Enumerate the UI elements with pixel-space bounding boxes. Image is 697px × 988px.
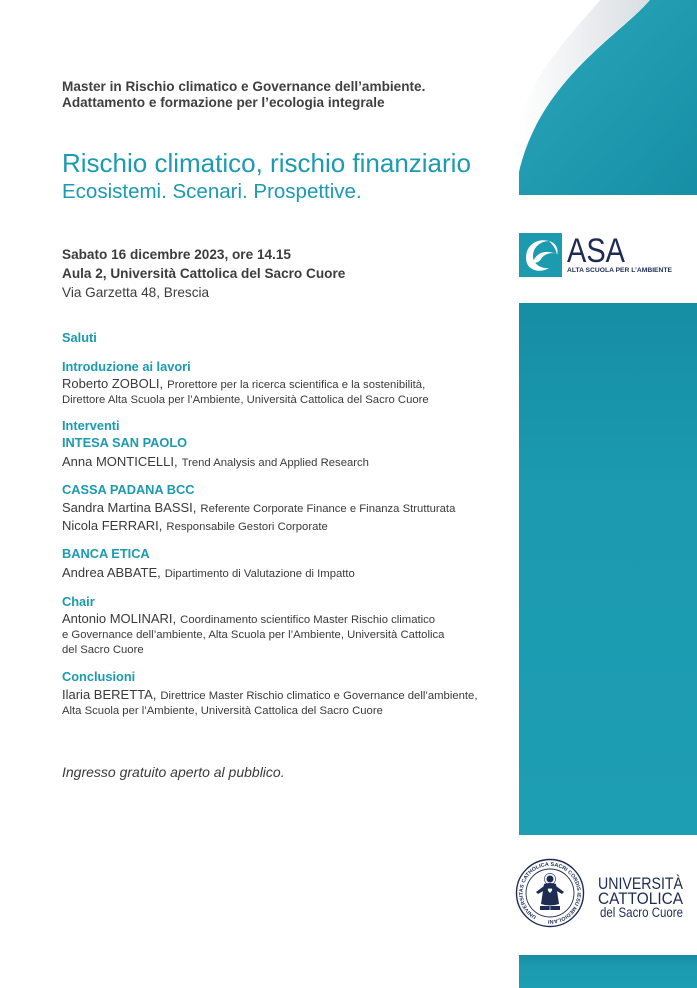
org-heading: INTESA SAN PAOLO bbox=[62, 435, 188, 450]
master-title-line1: Master in Rischio climatico e Governance dell’ambiente. bbox=[62, 79, 426, 94]
speaker-line bbox=[62, 499, 455, 518]
speaker-line bbox=[62, 564, 355, 583]
unicatt-line1: UNIVERSITÀ bbox=[598, 874, 684, 893]
free-entry-note: Ingresso gratuito aperto al pubblico. bbox=[62, 764, 285, 780]
event-details bbox=[62, 245, 345, 302]
saluti-heading: Saluti bbox=[62, 330, 97, 345]
side-band-bottom bbox=[519, 955, 697, 988]
speaker-name: Anna MONTICELLI, bbox=[62, 454, 178, 469]
speaker-name: Roberto ZOBOLI, bbox=[62, 376, 164, 391]
speaker-name: Sandra Martina BASSI, bbox=[62, 500, 197, 515]
speaker-line bbox=[62, 453, 369, 472]
speaker-role: Referente Corporate Finance e Finanza Strutturata bbox=[200, 503, 456, 515]
speaker-role: Trend Analysis and Applied Research bbox=[181, 457, 369, 469]
unicatt-line3: del Sacro Cuore bbox=[600, 904, 684, 920]
event-date-time: Sabato 16 dicembre 2023, ore 14.15 bbox=[62, 247, 291, 262]
asa-tagline: ALTA SCUOLA PER L’AMBIENTE bbox=[567, 267, 673, 274]
speaker-line bbox=[62, 517, 328, 536]
speaker-name: Antonio MOLINARI, bbox=[62, 611, 177, 626]
speaker-role-continued: del Sacro Cuore bbox=[62, 644, 144, 656]
org-heading: CASSA PADANA BCC bbox=[62, 482, 195, 497]
event-address: Via Garzetta 48, Brescia bbox=[62, 285, 210, 300]
top-swoosh-graphic bbox=[500, 0, 697, 200]
asa-name: ASA bbox=[567, 232, 626, 270]
unicatt-logo bbox=[512, 852, 692, 932]
event-subtitle: Ecosistemi. Scenari. Prospettive. bbox=[62, 180, 362, 203]
speaker-role-continued: Alta Scuola per l’Ambiente, Università Cattolica del Sacro Cuore bbox=[62, 705, 383, 717]
seal-text: UNIVERSITAS CATHOLICA SACRI CORDIS IESU MEDIOLANI bbox=[518, 861, 582, 925]
introduzione-heading: Introduzione ai lavori bbox=[62, 359, 191, 374]
unicatt-line2: CATTOLICA bbox=[598, 889, 684, 908]
asa-swirl-icon bbox=[519, 233, 562, 277]
chair-heading: Chair bbox=[62, 594, 95, 609]
asa-logo bbox=[519, 228, 697, 284]
conclusioni-heading: Conclusioni bbox=[62, 669, 136, 684]
university-seal-icon bbox=[517, 860, 584, 927]
interventi-heading: Interventi bbox=[62, 418, 120, 433]
speaker-role-continued: Direttore Alta Scuola per l’Ambiente, Università Cattolica del Sacro Cuore bbox=[62, 394, 429, 406]
speaker-role: Responsabile Gestori Corporate bbox=[166, 521, 328, 533]
speaker-name: Ilaria BERETTA, bbox=[62, 687, 157, 702]
speaker-role: Prorettore per la ricerca scientifica e la sostenibilità, bbox=[167, 379, 426, 391]
event-venue: Aula 2, Università Cattolica del Sacro Cuore bbox=[62, 266, 346, 281]
event-title: Rischio climatico, rischio finanziario bbox=[62, 148, 471, 178]
master-title-line2: Adattamento e formazione per l’ecologia integrale bbox=[62, 95, 385, 110]
speaker-role: Coordinamento scientifico Master Rischio climatico bbox=[180, 614, 436, 626]
speaker-name: Andrea ABBATE, bbox=[62, 565, 161, 580]
speaker-role: Dipartimento di Valutazione di Impatto bbox=[164, 568, 355, 580]
speaker-role-continued: e Governance dell’ambiente, Alta Scuola per l’Ambiente, Università Cattolica bbox=[62, 629, 445, 641]
side-band-middle bbox=[519, 303, 697, 835]
org-heading: BANCA ETICA bbox=[62, 546, 150, 561]
speaker-role: Direttrice Master Rischio climatico e Governance dell’ambiente, bbox=[160, 690, 478, 702]
speaker-name: Nicola FERRARI, bbox=[62, 518, 163, 533]
